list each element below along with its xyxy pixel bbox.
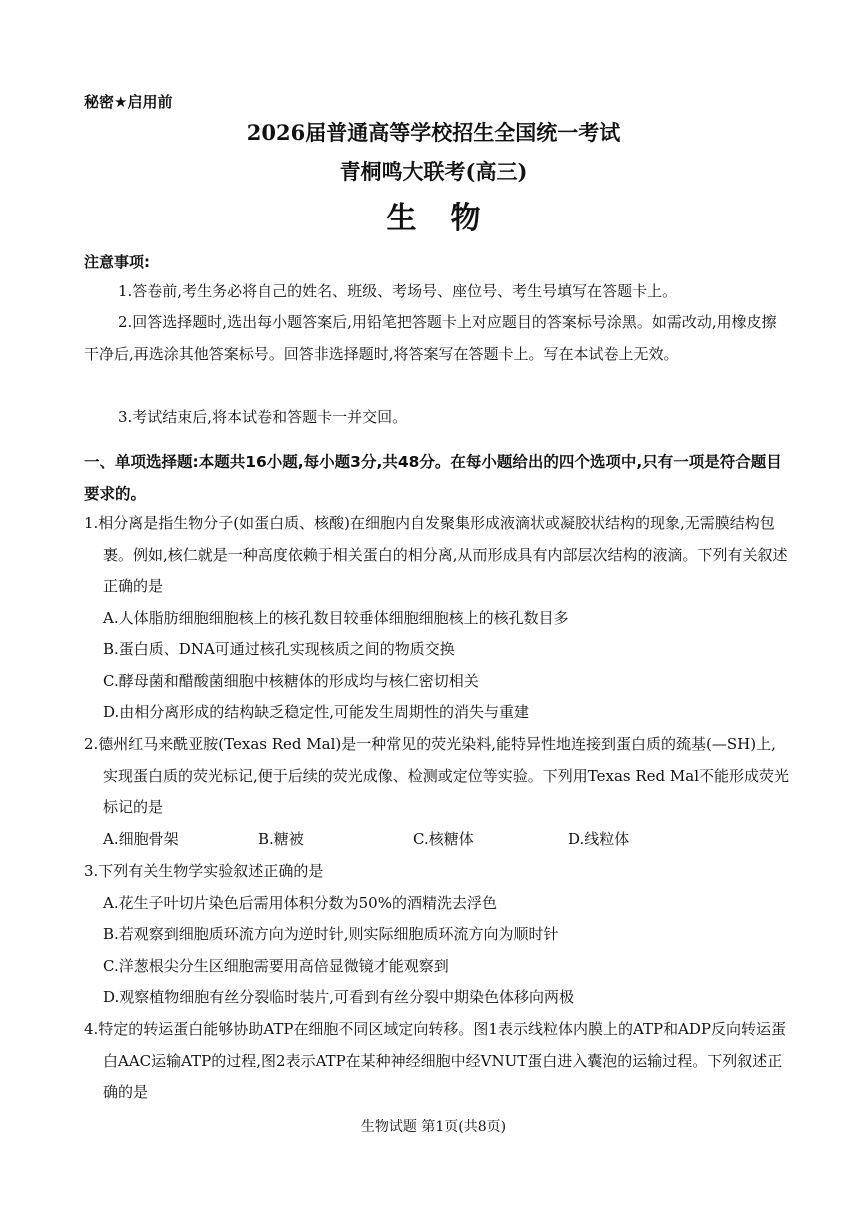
- section-heading: 一、单项选择题:本题共16小题,每小题3分,共48分。在每小题给出的四个选项中,只有一项是符合题目要求的。: [84, 453, 782, 503]
- option-d: D.线粒体: [568, 829, 630, 848]
- question-1: [84, 508, 790, 729]
- option-c: C.酵母菌和醋酸菌细胞中核糖体的形成均与核仁密切相关: [103, 671, 479, 690]
- option-d: D.观察植物细胞有丝分裂临时装片,可看到有丝分裂中期染色体移向两极: [103, 988, 575, 1006]
- option-c: C.洋葱根尖分生区细胞需要用高倍显微镜才能观察到: [103, 956, 449, 975]
- question-stem: 4.特定的转运蛋白能够协助ATP在细胞不同区域定向转移。图1表示线粒体内膜上的ATP和ADP反向转运蛋白AAC运输ATP的过程,图2表示ATP在某种神经细胞中经VNUT蛋白进入囊泡的运输过程。下列叙述正确的是: [84, 1020, 787, 1101]
- note-item-2: 2.回答选择题时,选出每小题答案后,用铅笔把答题卡上对应题目的答案标号涂黑。如需改动,用橡皮擦干净后,再选涂其他答案标号。回答非选择题时,将答案写在答题卡上。写在本试卷上无效。: [84, 313, 777, 363]
- question-2: [84, 729, 790, 855]
- option-b: B.若观察到细胞质环流方向为逆时针,则实际细胞质环流方向为顺时针: [103, 925, 559, 943]
- option-c: C.核糖体: [413, 829, 474, 848]
- option-d: D.由相分离形成的结构缺乏稳定性,可能发生周期性的消失与重建: [103, 703, 530, 721]
- page-footer: 生物试题 第1页(共8页): [360, 1119, 507, 1135]
- option-b: B.糖被: [258, 829, 304, 848]
- note-item-3: 3.考试结束后,将本试卷和答题卡一并交回。: [118, 408, 408, 426]
- option-a: A.细胞骨架: [103, 829, 179, 848]
- exam-title: 2026届普通高等学校招生全国统一考试: [246, 120, 621, 145]
- question-3: [84, 856, 790, 1014]
- question-stem: 2.德州红马来酰亚胺(Texas Red Mal)是一种常见的荧光染料,能特异性地连接到蛋白质的巯基(—SH)上,实现蛋白质的荧光标记,便于后续的荧光成像、检测或定位等实验。下列用Texas Red Mal不能形成荧光标记的是: [84, 735, 789, 816]
- subject-title: 生物: [386, 201, 515, 236]
- exam-subtitle: 青桐鸣大联考(高三): [339, 159, 528, 184]
- option-a: A.花生子叶切片染色后需用体积分数为50%的酒精洗去浮色: [103, 893, 497, 912]
- option-a: A.人体脂肪细胞细胞核上的核孔数目较垂体细胞细胞核上的核孔数目多: [103, 608, 569, 627]
- note-item-1: 1.答卷前,考生务必将自己的姓名、班级、考场号、座位号、考生号填写在答题卡上。: [118, 282, 678, 300]
- options-row: [84, 824, 790, 856]
- notes-heading: 注意事项:: [84, 253, 150, 271]
- question-stem: 3.下列有关生物学实验叙述正确的是: [84, 862, 324, 880]
- question-stem: 1.相分离是指生物分子(如蛋白质、核酸)在细胞内自发聚集形成液滴状或凝胶状结构的现象,无需膜结构包裹。例如,核仁就是一种高度依赖于相关蛋白的相分离,从而形成具有内部层次结构的液滴。下列有关叙述正确的是: [84, 514, 788, 595]
- question-4: [84, 1014, 790, 1109]
- option-b: B.蛋白质、DNA可通过核孔实现核质之间的物质交换: [103, 640, 455, 658]
- secret-label: 秘密★启用前: [84, 93, 173, 111]
